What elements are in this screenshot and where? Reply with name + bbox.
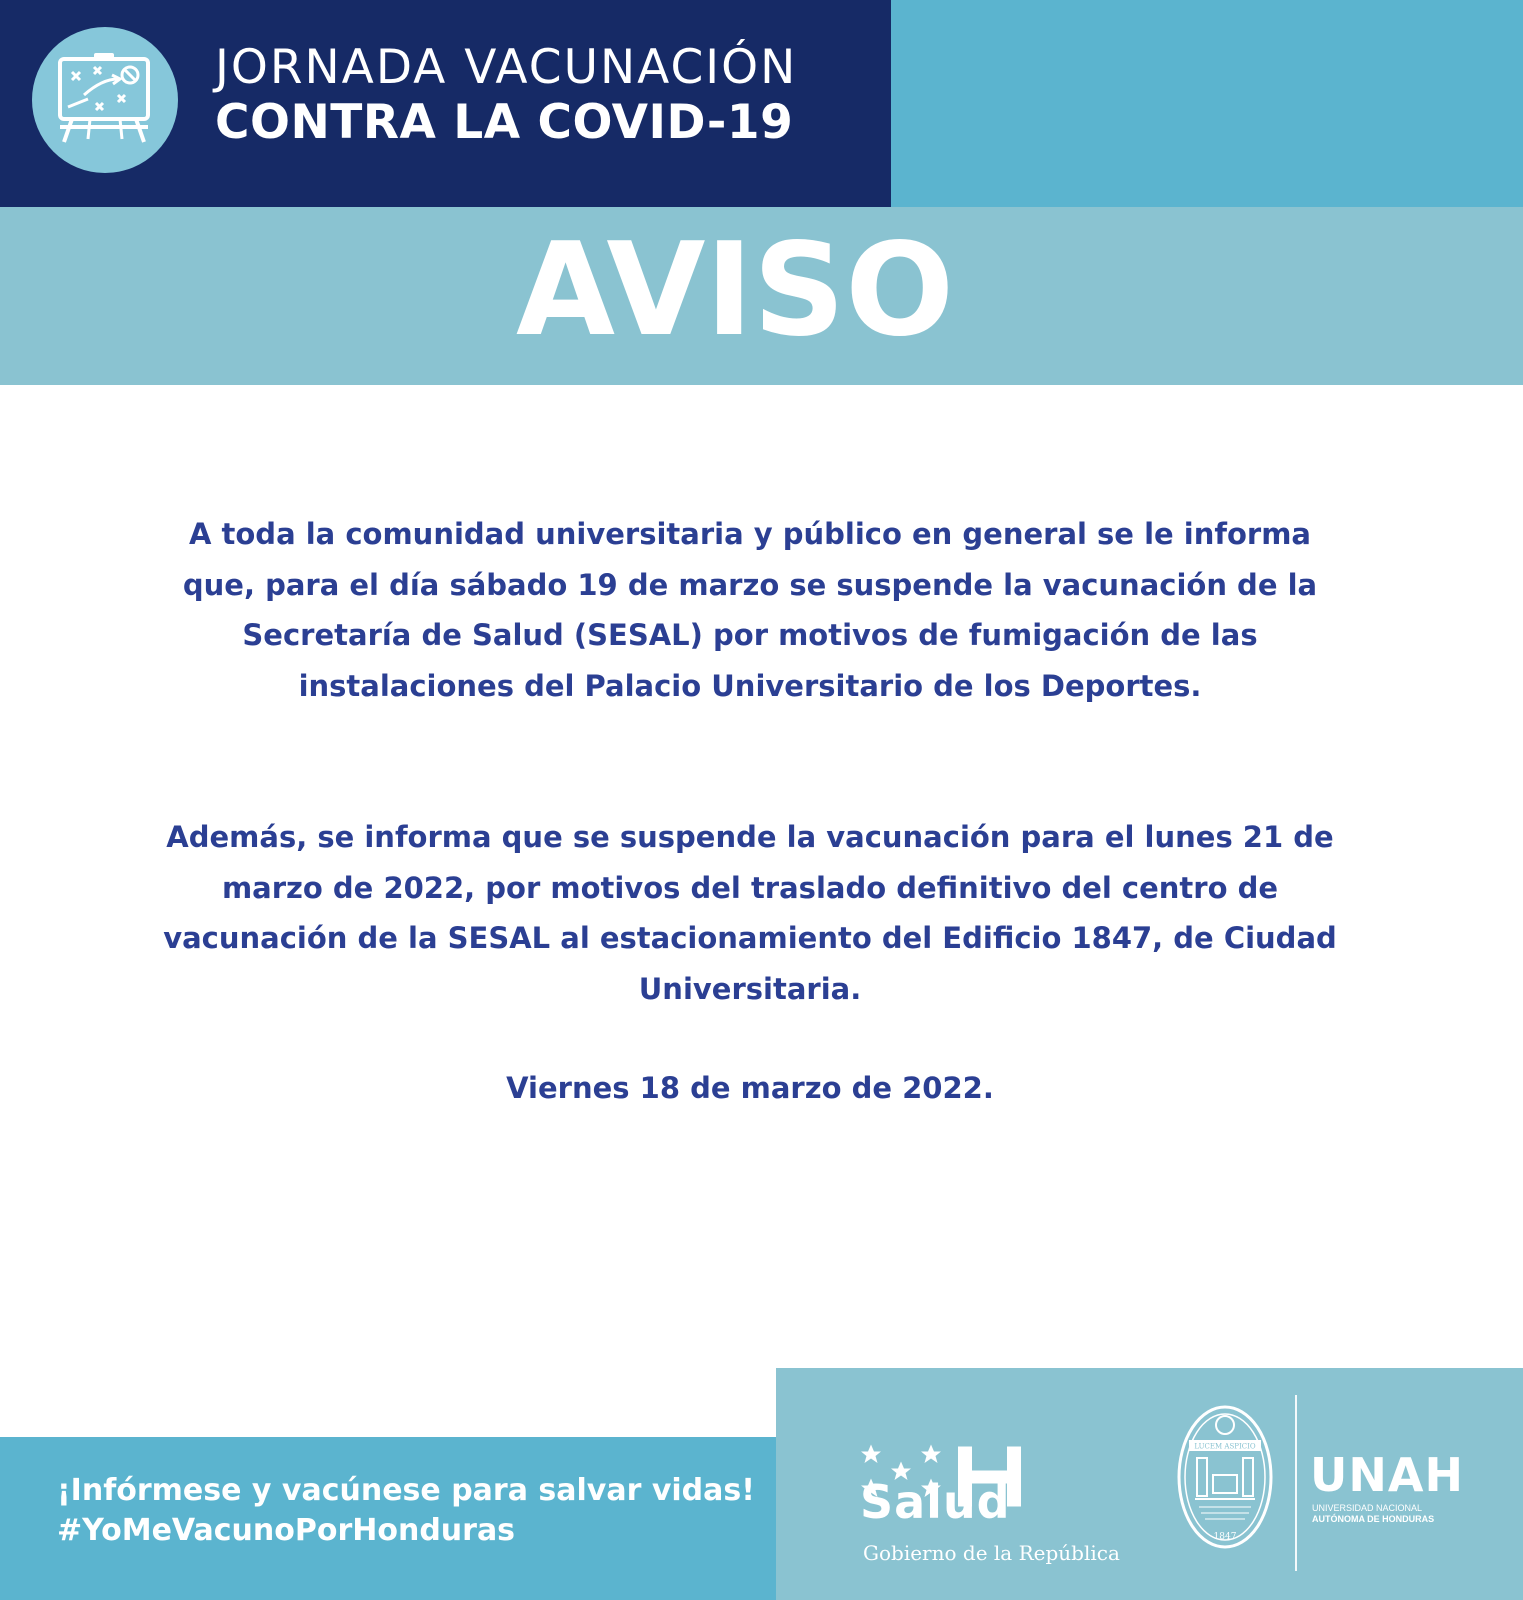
government-label: Gobierno de la República [863, 1541, 1120, 1565]
unah-seal-icon [1175, 1403, 1275, 1551]
logo-divider [1295, 1395, 1297, 1571]
notice-paragraph-1: A toda la comunidad universitaria y público en general se le informa que, para el día sábado 19 de marzo se suspende la vacunación de la Secretaría de Salud (SESAL) por motivos de fumigación de las instalaciones del Palacio Universitario de los Deportes. [182, 517, 1318, 703]
aviso-title: AVISO [515, 216, 955, 365]
unah-subtitle-2: AUTÓNOMA DE HONDURAS [1312, 1514, 1435, 1524]
notice-paragraph-2: Además, se informa que se suspende la vacunación para el lunes 21 de marzo de 2022, por motivos del traslado definitivo del centro de vacunación de la SESAL al estacionamiento del Edificio 1847, de Ciudad Universitaria. [163, 820, 1337, 1006]
whiteboard-icon [32, 27, 178, 173]
salud-wordmark: Salud [860, 1475, 1011, 1529]
header-title-line2: CONTRA LA COVID-19 [215, 95, 794, 150]
slogan: ¡Infórmese y vacúnese para salvar vidas! [57, 1473, 755, 1508]
hashtag: #YoMeVacunoPorHonduras [57, 1513, 516, 1548]
whiteboard-badge [32, 27, 178, 173]
header-title-line1: JORNADA VACUNACIÓN [215, 40, 798, 95]
notice-date: Viernes 18 de marzo de 2022. [506, 1071, 994, 1105]
unah-subtitle-1: UNIVERSIDAD NACIONAL [1312, 1503, 1423, 1513]
seal-year: 1847 [1213, 1532, 1237, 1542]
seal-motto: LUCEM ASPICIO [1194, 1442, 1256, 1451]
header-accent [891, 0, 1523, 207]
unah-wordmark: UNAH [1310, 1448, 1464, 1502]
